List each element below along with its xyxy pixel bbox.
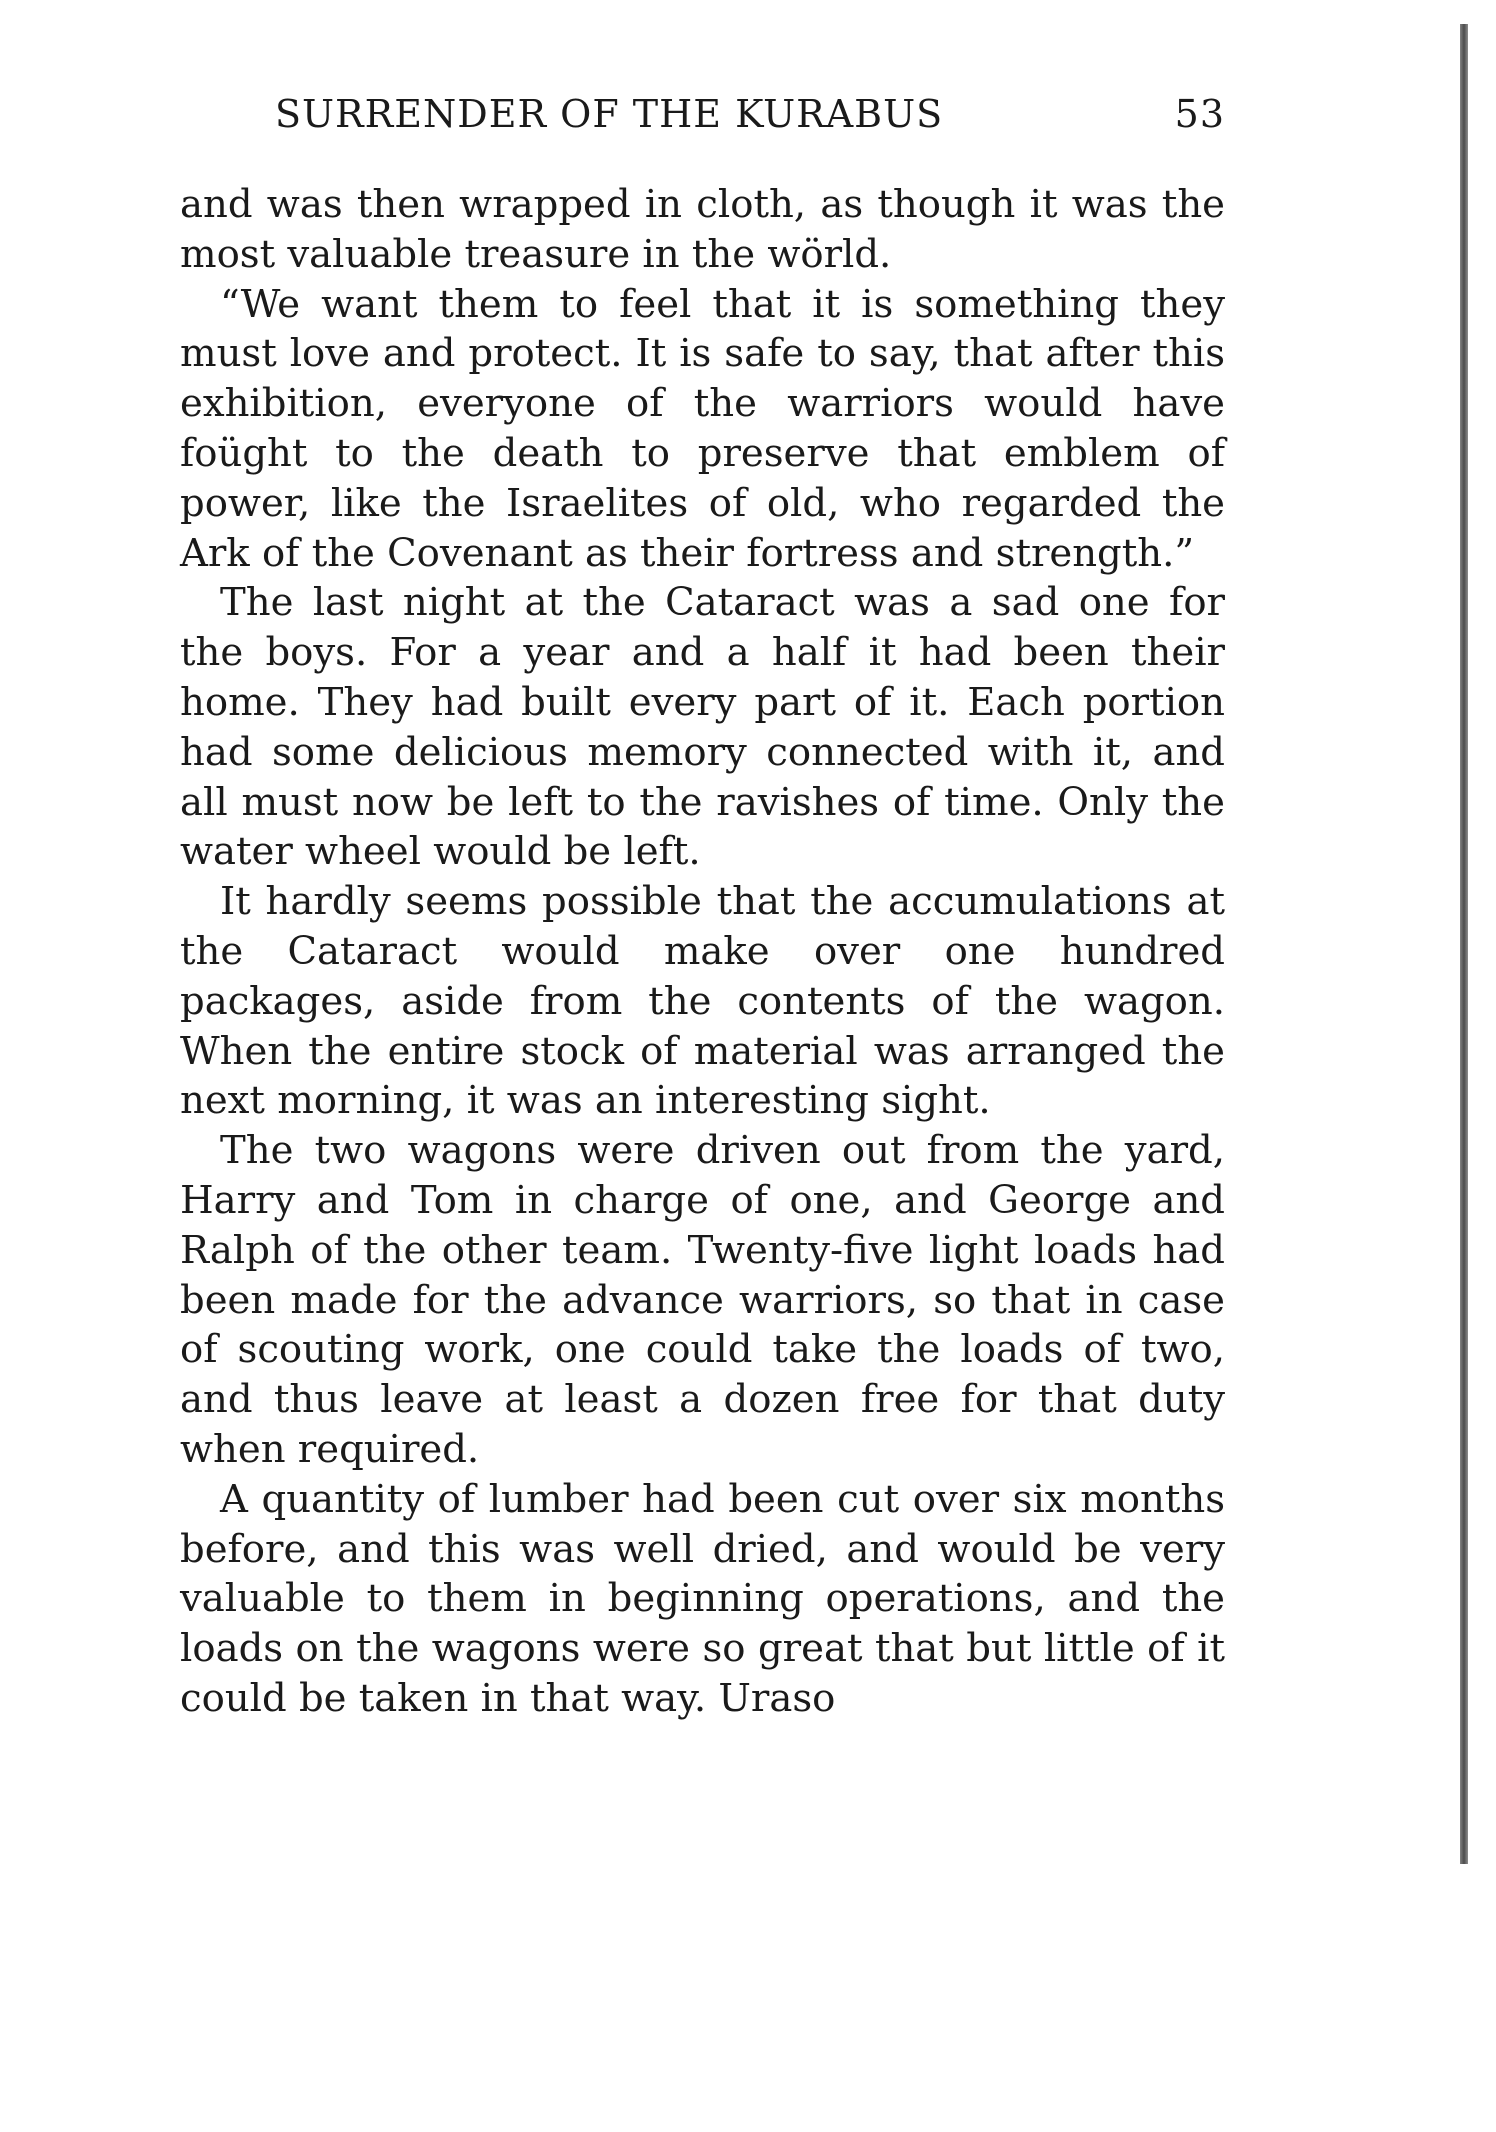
- paragraph-2: “We want them to feel that it is something they must love and protect. It is safe to say, that after this exhibition, everyone of the warriors would have foüght to the death to preserve that emblem of power, like the Israelites of old, who regarded the Ark of the Covenant as their fortress and strength.”: [180, 281, 1225, 576]
- paragraph-6: A quantity of lumber had been cut over six months before, and this was well dried, and would be very valuable to them in beginning operations, and the loads on the wagons were so great that but little of it could be taken in that way. Uraso: [180, 1476, 1225, 1721]
- page-edge-shadow: [1460, 24, 1468, 1864]
- running-head: [180, 92, 1225, 152]
- running-title: SURRENDER OF THE KURABUS: [275, 92, 944, 136]
- paragraph-3: The last night at the Cataract was a sad one for the boys. For a year and a half it had been their home. They had built every part of it. Each portion had some delicious memory connected with it, and all must now be left to the ravishes of time. Only the water wheel would be left.: [180, 580, 1225, 875]
- page-number: 53: [1174, 92, 1225, 136]
- body-text: [180, 180, 1225, 1724]
- paragraph-5: The two wagons were driven out from the yard, Harry and Tom in charge of one, and George and Ralph of the other team. Twenty-five light loads had been made for the advance warriors, so that in case of scouting work, one could take the loads of two, and thus leave at least a dozen free for that duty when required.: [180, 1128, 1225, 1472]
- paragraph-1: and was then wrapped in cloth, as though it was the most valuable treasure in the wörld.: [180, 182, 1225, 277]
- paragraph-4: It hardly seems possible that the accumulations at the Cataract would make over one hundred packages, aside from the contents of the wagon. When the entire stock of material was arranged the next morning, it was an interesting sight.: [180, 879, 1225, 1124]
